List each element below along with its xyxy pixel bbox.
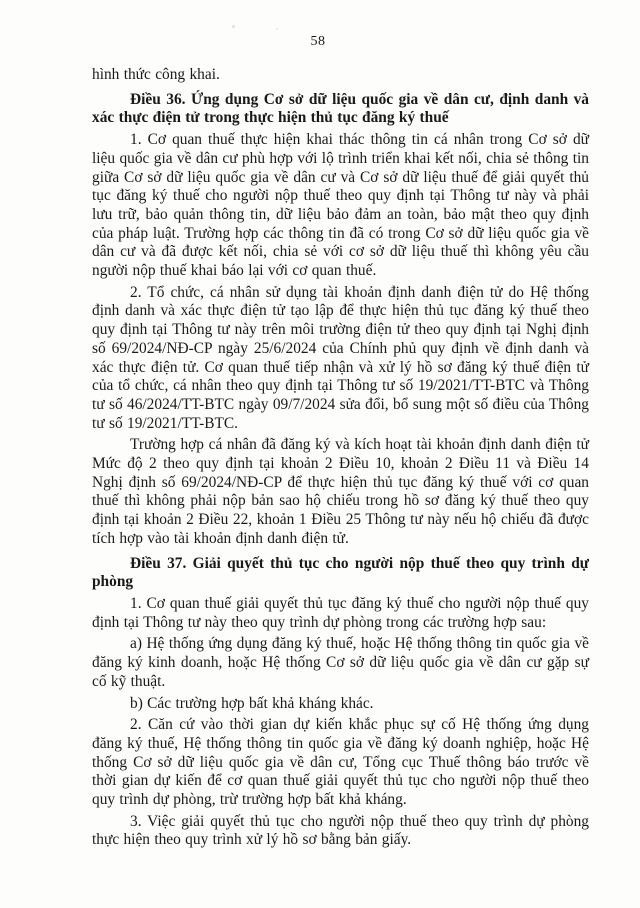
article-37-clause-1: 1. Cơ quan thuế giải quyết thủ tục đăng ký thuế cho người nộp thuế quy định tại Thông tư này theo quy trình dự phòng trong các trường hợp sau: xyxy=(92,594,589,631)
scan-speck xyxy=(276,28,278,30)
article-36-clause-2: 2. Tổ chức, cá nhân sử dụng tài khoản định danh điện tử do Hệ thống định danh và xác thực điện tử tạo lập để thực hiện thủ tục đăng ký thuế theo quy định tại Thông tư này trên môi trường điện tử theo quy định tại Nghị định số 69/2024/NĐ-CP ngày 25/6/2024 của Chính phủ quy định về định danh và xác thực điện tử. Cơ quan thuế tiếp nhận và xử lý hồ sơ đăng ký thuế điện tử của tổ chức, cá nhân theo quy định tại Thông tư số 19/2021/TT-BTC và Thông tư số 46/2024/TT-BTC ngày 09/7/2024 sửa đổi, bổ sung một số điều của Thông tư số 19/2021/TT-BTC. xyxy=(92,283,589,432)
page-number: 58 xyxy=(310,34,326,49)
article-36-heading: Điều 36. Ứng dụng Cơ sở dữ liệu quốc gia về dân cư, định danh và xác thực điện tử trong thực hiện thủ tục đăng ký thuế xyxy=(92,90,589,127)
scan-speck xyxy=(232,25,235,28)
article-37-clause-1-point-b: b) Các trường hợp bất khả kháng khác. xyxy=(130,694,374,712)
paragraph-continuation: hình thức công khai. xyxy=(92,66,220,83)
article-37-heading: Điều 37. Giải quyết thủ tục cho người nộp thuế theo quy trình dự phòng xyxy=(92,554,589,591)
article-37-clause-2: 2. Căn cứ vào thời gian dự kiến khắc phục sự cố Hệ thống ứng dụng đăng ký thuế, Hệ thống thông tin quốc gia về đăng ký doanh nghiệp, hoặc Hệ thống Cơ sở dữ liệu quốc gia về dân cư, Tổng cục Thuế thông báo trước về thời gian dự kiến để cơ quan thuế giải quyết thủ tục cho người nộp thuế theo quy trình dự phòng, trừ trường hợp bất khả kháng. xyxy=(92,716,589,809)
article-36-clause-1: 1. Cơ quan thuế thực hiện khai thác thông tin cá nhân trong Cơ sở dữ liệu quốc gia về dân cư phù hợp với lộ trình triển khai kết nối, chia sẻ thông tin giữa Cơ sở dữ liệu quốc gia về dân cư và Cơ sở dữ liệu thuế để giải quyết thủ tục đăng ký thuế cho người nộp thuế theo quy định tại Thông tư này và phải lưu trữ, bảo quản thông tin, dữ liệu bảo đảm an toàn, bảo mật theo quy định của pháp luật. Trường hợp các thông tin đã có trong Cơ sở dữ liệu quốc gia về dân cư và đã được kết nối, chia sẻ với cơ sở dữ liệu thuế thì không yêu cầu người nộp thuế khai báo lại với cơ quan thuế. xyxy=(92,131,589,280)
article-37-clause-1-point-a: a) Hệ thống ứng dụng đăng ký thuế, hoặc Hệ thống thông tin quốc gia về đăng ký kinh doanh, hoặc Hệ thống Cơ sở dữ liệu quốc gia về dân cư gặp sự cố kỹ thuật. xyxy=(92,635,589,690)
article-36-clause-2-continued: Trường hợp cá nhân đã đăng ký và kích hoạt tài khoản định danh điện tử Mức độ 2 theo quy định tại khoản 2 Điều 10, khoản 2 Điều 11 và Điều 14 Nghị định số 69/2024/NĐ-CP để thực hiện thủ tục đăng ký thuế với cơ quan thuế thì không phải nộp bản sao hộ chiếu trong hồ sơ đăng ký thuế theo quy định tại khoản 2 Điều 22, khoản 1 Điều 25 Thông tư này nếu hộ chiếu đã được tích hợp vào tài khoản định danh điện tử. xyxy=(92,436,589,547)
article-37-clause-3: 3. Việc giải quyết thủ tục cho người nộp thuế theo quy trình dự phòng thực hiện theo quy trình xử lý hồ sơ bằng bản giấy. xyxy=(92,812,589,849)
document-body xyxy=(92,66,589,850)
